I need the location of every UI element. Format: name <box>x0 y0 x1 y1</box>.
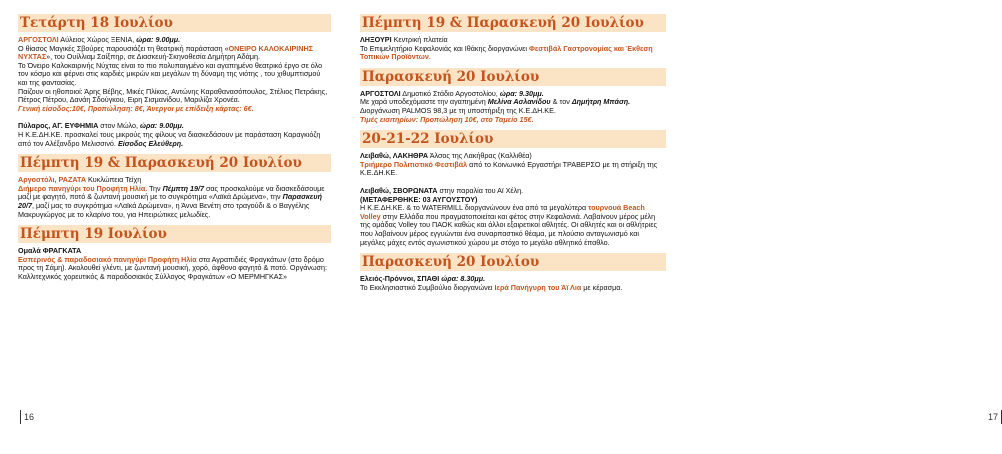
text-segment: Ο θίασος Μαγικές Σβούρες παρουσιάζει τη θεατρική παράσταση « <box>18 43 229 53</box>
event-date: Πέμπτη 19/7 <box>162 183 204 193</box>
event-place: Αύλειος Χώρος ΞΕΝΙΑ, <box>58 35 137 44</box>
section-heading: Πέμπτη 19 Ιουλίου <box>18 225 331 243</box>
text-segment: Η Κ.Ε.ΔΗ.ΚΕ. & το WATERMILL διοργανώνουν ένα από τα μεγαλύτερα <box>360 203 589 213</box>
section-heading: Πέμπτη 19 & Παρασκευή 20 Ιουλίου <box>360 14 666 32</box>
event-place: Δημοτικό Στάδιο Αργοστολίου, <box>400 88 500 98</box>
left-column <box>18 14 331 281</box>
event-description <box>360 98 666 115</box>
event-location: ΑΡΓΟΣΤΟΛΙ <box>18 35 59 44</box>
event-price: Τιμές εισιτηρίων: Προπώληση 10€, στο Ταμείο 15€. <box>360 114 534 124</box>
text-segment: Την <box>147 183 163 193</box>
text-segment: από το Κοινωνικό Εργαστήρι ΤΡΑΒΕΡΣΟ με τη στήριξη της Κ.Ε.ΔΗ.ΚΕ. <box>360 159 658 178</box>
event-free-entry: Είσοδος Ελεύθερη. <box>117 138 184 148</box>
event-title: Εσπερινός & παραδοσιακό πανηγύρι Προφήτη Ηλία <box>18 254 197 264</box>
text-segment: Διοργάνωση PALMOS 98,3 με τη υποστήριξη της Κ.Ε.ΔΗ.ΚΕ. <box>360 105 556 115</box>
text-segment: Το Εκκλησιαστικό Συμβούλιο διοργανώνει <box>360 282 495 292</box>
event-description <box>360 204 666 247</box>
event-title: Φεστιβάλ Γαστρονομίας και Έκθεση Τοπικών Προϊόντων <box>360 43 653 62</box>
right-page <box>340 0 999 454</box>
event-description <box>18 131 331 148</box>
event-place: Κυκλώπεια Τείχη <box>86 175 142 185</box>
text-segment: », του Ουίλλιαμ Σαίξπηρ, σε Διασκευή-Σκηνοθεσία Δημήτρη Αδάμη. <box>46 52 260 62</box>
text-segment: . <box>428 52 431 62</box>
artist-name: Δημήτρη Μπάση. <box>571 97 631 107</box>
event-location: Λειβαθώ, ΣΒΟΡΩΝΑΤΑ <box>360 185 438 195</box>
section-heading: Πέμπτη 19 & Παρασκευή 20 Ιουλίου <box>18 154 331 172</box>
section-heading: 20-21-22 Ιουλίου <box>360 130 666 148</box>
event-location: Ομαλά ΦΡΑΓΚΑΤΑ <box>18 246 82 256</box>
event-title: Διήμερο πανηγύρι του Προφήτη Ηλία. <box>18 183 148 193</box>
event-location: Λειβαθώ, ΛΑΚΗΘΡΑ <box>360 151 429 161</box>
text-segment: Με χαρά υποδεχόμαστε την αγαπημένη <box>360 97 488 107</box>
event-time: ώρα: 8.30μμ. <box>439 274 486 284</box>
event-time: ώρα: 9.00μμ. <box>140 121 184 131</box>
text-segment: , μαζί μας το συγκρότημα «Λαϊκά Δρώμενα», η Άννα Βενέτη στο τραγούδι & ο Βαγγέλης Μακρυγιώργος με το κλαρίνο του, για Ηπειρώτικες μελωδίες. <box>18 200 310 219</box>
event-description <box>18 45 331 62</box>
event-title: Τριήμερο Πολιτιστικό Φεστιβάλ <box>360 159 468 169</box>
text-segment: Το Επιμελητήριο Κεφαλονιάς και Ιθάκης διοργανώνει <box>360 43 529 53</box>
event-location: ΛΗΞΟΥΡΙ <box>360 35 392 44</box>
artist-name: Μελίνα Ασλανίδου <box>487 97 551 107</box>
event-description <box>360 284 666 293</box>
show-title: ΟΝΕΙΡΟ ΚΑΛΟΚΑΙΡΙΝΗΣ ΝΥΧΤΑΣ <box>18 43 313 62</box>
section-heading: Παρασκευή 20 Ιουλίου <box>360 68 666 86</box>
event-location: Ελειός-Πρόννοι, ΣΠΑΘΙ <box>360 274 440 284</box>
event-description <box>360 45 666 62</box>
event-place: στον Μώλο, <box>98 121 140 131</box>
event-date: Παρασκευή 20/7 <box>18 192 322 210</box>
text-segment: με κέρασμα. <box>581 282 623 292</box>
event-place: Άλσος της Λακήθρας (Καλλιθέα) <box>428 151 532 161</box>
event-description <box>360 161 666 178</box>
page-number: 16 <box>20 410 34 424</box>
event-location: ΑΡΓΟΣΤΟΛΙ <box>360 88 401 98</box>
page-number: 17 <box>988 410 1002 424</box>
event-cast: Παίζουν οι ηθοποιοί: Άρης Βέβης, Μικές Πλίκας, Αντώνης Καραθανασόπουλος, Στέλιος Πετράκης, Πέτρος Πέτρου, Δανάη Σδούγκου, Ειρη Σισμανίδου, Μαριλίζα Χρονέα. <box>18 86 328 105</box>
event-place: Κεντρική πλατεία <box>391 35 448 44</box>
event-title: τουρνουά Beach Volley <box>360 203 645 221</box>
event-description <box>18 185 331 219</box>
text-segment: στα Αγραπιδιές Φραγκάτων (στο δρόμο προς τη Σάμη). Ακολουθεί γλέντι, με ζωντανή μουσική, χορό, άφθονο φαγητό & ποτό. Οργάνωση: Καλλιτεχνικός χορευτικός & παραδοσιακός Σύλλογος Φραγκάτων «Ο ΜΕΡΜΗΓΚΑΣ» <box>18 254 327 281</box>
text-segment: Η Κ.Ε.ΔΗ.ΚΕ. προσκαλεί τους μικρούς της φίλους να διασκεδάσουν με παράσταση Καραγκιόζη από τον Αλέξανδρο Μελισσινό. <box>18 129 321 148</box>
event-price: Γενική είσοδος:10€, Προπώληση: 8€, Άνεργοι με επίδειξη κάρτας: 6€. <box>18 103 254 113</box>
text-segment: στην Ελλάδα που πραγματοποιείται και φέτος στην Κεφαλονιά. Λαβαίνουν μέρος μέλη της ομάδας Volley του ΠΑΟΚ καθώς και άλλοι εξαιρετικοί αθλητές. Οι αθλητές και οι αθλήτριες που λαβαίνουν μέρος εγγυώνται ένα συναρπαστικό θέαμα, με πλούσιο ανταγωνισμό και μεγάλες μάχες εντός αγωνιστικού χώρου με στόχο το μεγάλο αθλητικό έπαθλο. <box>360 211 657 247</box>
text-segment: & τον <box>550 97 572 107</box>
event-place: στην παραλία του Αϊ Χέλη. <box>437 185 524 195</box>
event-time: ώρα: 9.00μμ. <box>136 35 181 44</box>
section-heading: Τετάρτη 18 Ιουλίου <box>18 14 331 32</box>
event-location: Πύλαρος, ΑΓ. ΕΥΦΗΜΙΑ <box>18 121 99 131</box>
event-time: ώρα: 9.30μμ. <box>499 88 544 98</box>
event-description: Το Όνειρο Καλοκαιρινής Νύχτας είναι το πιο πολυπαιγμένο και αγαπημένο θεατρικό έργο σε όλο τον κόσμο και φέρνει στις καρδιές μικρών και μεγάλων τη δύναμη της νιότης , του χιθυμπτισμού και της φαντασίας. <box>18 60 323 87</box>
event-location: Αργοστόλι, ΡΑΖΑΤΑ <box>18 175 87 185</box>
left-page <box>0 0 340 454</box>
right-column <box>360 14 666 292</box>
section-heading: Παρασκευή 20 Ιουλίου <box>360 253 666 271</box>
text-segment: σας προσκαλούμε να διασκεδάσουμε μαζί με φαγητό, ποτό & ζωντανή μουσική με το συγκρότημα «Λαϊκά Δρώμενα», την <box>18 183 325 202</box>
event-title: Ιερά Πανήγυρη του Άϊ Λια <box>494 282 582 292</box>
event-description <box>18 256 331 282</box>
event-postponed-note: (ΜΕΤΑΦΕΡΘΗΚΕ: 03 ΑΥΓΟΥΣΤΟΥ) <box>360 194 478 204</box>
